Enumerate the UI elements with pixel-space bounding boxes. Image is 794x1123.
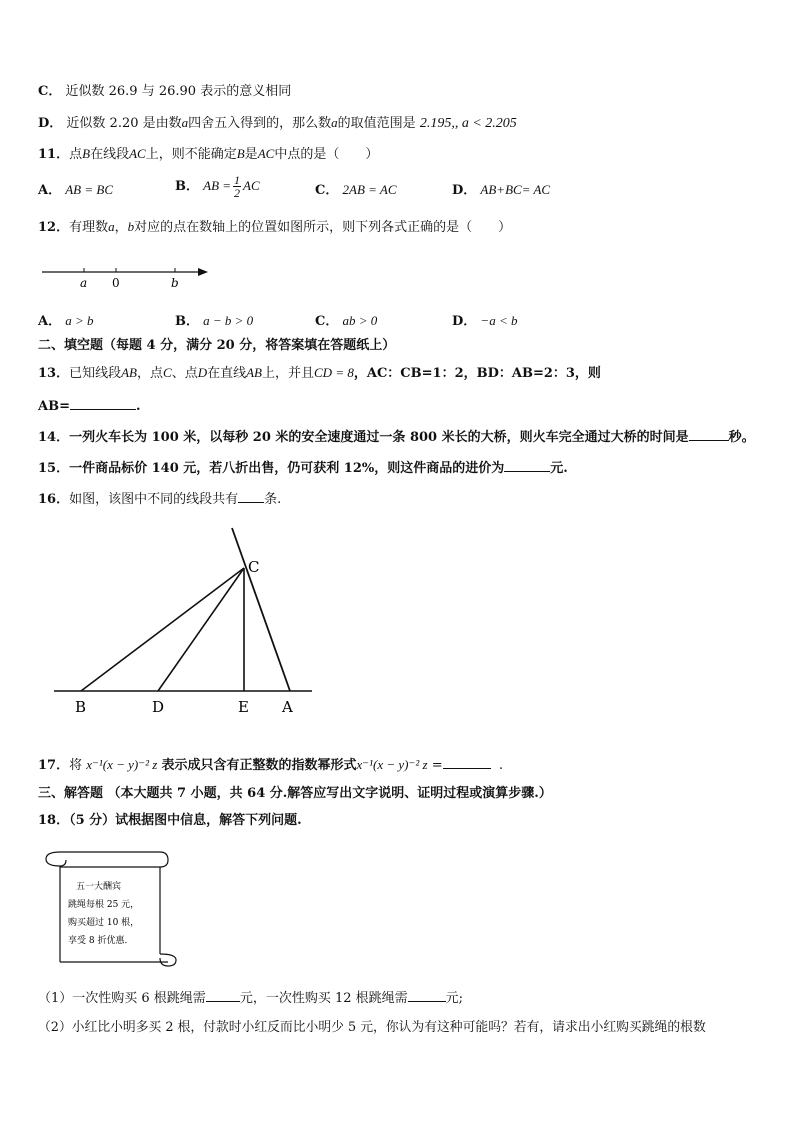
q11-option-c[interactable]: C． 2AB = AC [315,182,397,198]
point-label-b: B [75,698,87,716]
q16-stem: 16．如图，该图中不同的线段共有 条. [38,489,281,509]
q15-answer-blank[interactable] [504,458,550,472]
point-label-d: D [152,698,165,716]
q13-stem: 13．已知线段AB，点C、点D在直线AB上，并且CD = 8，AC：CB=1：2，BD：AB=2：3，则 [38,365,601,381]
q12-option-b[interactable]: B． a − b > 0 [175,313,254,329]
q14-stem: 14．一列火车长为 100 米，以每秒 20 米的安全速度通过一条 800 米长的大桥，则火车完全通过大桥的时间是 秒。 [38,427,755,447]
q17-expression-repeat: x⁻¹(x − y)⁻² z [356,757,428,772]
scroll-line-3: 购买超过 10 根， [68,918,140,928]
q18-sub1-blank-2[interactable] [408,988,446,1002]
scroll-line-4: 享受 8 折优惠． [68,936,134,946]
section-fill-in-heading: 二、填空题（每题 4 分，满分 20 分，将答案填在答题纸上） [38,338,396,353]
q18-sub2: （2）小红比小明多买 2 根，付款时小红反而比小明少 5 元，你认为有这种可能吗？若有，请求出小红购买跳绳的根数 [38,1020,706,1035]
q10-option-d: D． 近似数 2.20 是由数a四舍五入得到的，那么数a的取值范围是 2.195,, a < 2.205 [38,115,517,131]
q18-sub1-blank-1[interactable] [206,988,240,1002]
q13-answer-line: AB= . [38,396,141,416]
promo-scroll-figure [42,850,192,972]
q17-answer-blank[interactable] [443,755,491,769]
q11-stem: 11．点B在线段AC上，则不能确定B是AC中点的是（ ） [38,146,379,162]
q11-option-d[interactable]: D． AB+BC= AC [452,182,551,198]
q12-option-a[interactable]: A． a > b [38,313,94,329]
q18-sub1: （1）一次性购买 6 根跳绳需 元，一次性购买 12 根跳绳需 元; [38,988,463,1008]
axis-label-0: 0 [112,276,120,290]
fraction-one-half: $\frac{1}{2}$ [234,173,241,200]
q17-expression: x⁻¹(x − y)⁻² z [86,757,158,772]
point-label-c: C [248,558,260,576]
line-segment-figure [50,520,320,720]
q17-stem: 17．将 x⁻¹(x − y)⁻² z 表示成只含有正整数的指数幂形式x⁻¹(x − y)⁻² z = . [38,757,504,773]
point-label-e: E [238,698,249,716]
scroll-line-2: 跳绳每根 25 元， [68,900,140,910]
axis-label-b: b [171,276,179,290]
q10-option-c: C． 近似数 26.9 与 26.90 表示的意义相同 [38,84,292,99]
point-label-a: A [282,698,293,716]
q15-stem: 15．一件商品标价 140 元，若八折出售，仍可获利 12%，则这件商品的进价为 元. [38,458,568,478]
number-line-figure [38,262,218,294]
q18-stem: 18．（5 分）试根据图中信息，解答下列问题. [38,813,302,828]
scroll-line-1: 五一大酬宾 [76,882,122,892]
q12-option-d[interactable]: D． −a < b [452,313,518,329]
q13-answer-blank[interactable] [70,396,136,410]
section-solve-heading: 三、解答题 （本大题共 7 小题，共 64 分.解答应写出文字说明、证明过程或演算步骤.） [38,786,552,801]
axis-label-a: a [80,276,88,290]
q14-answer-blank[interactable] [689,427,729,441]
q12-stem: 12．有理数a，b对应的点在数轴上的位置如图所示，则下列各式正确的是（ ） [38,219,512,235]
q10-option-c-text: 近似数 26.9 与 26.90 表示的意义相同 [65,84,292,99]
q11-option-a[interactable]: A． AB = BC [38,182,114,198]
q12-option-c[interactable]: C． ab > 0 [315,313,378,329]
q11-option-b[interactable]: B． AB = $\frac{1}{2}$ AC [175,173,260,200]
q16-answer-blank[interactable] [238,489,264,503]
